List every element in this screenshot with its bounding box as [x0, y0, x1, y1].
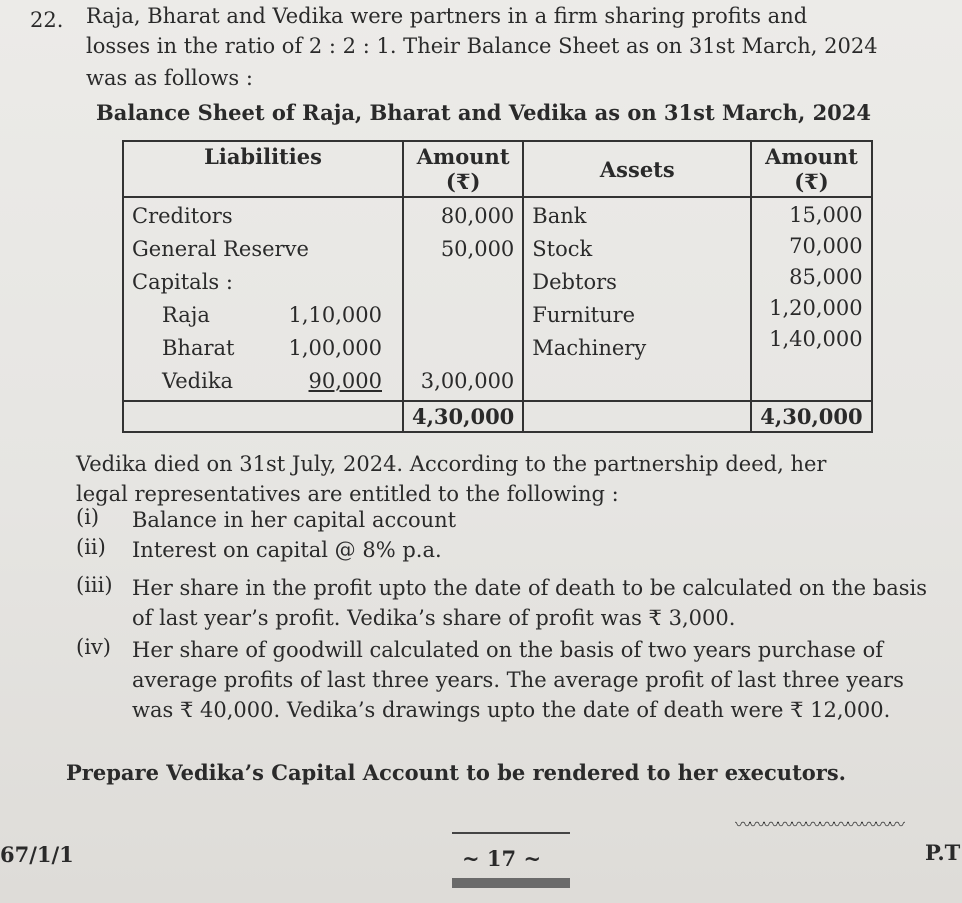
- liabilities-cell: [123, 197, 403, 401]
- capital-row-bharat: Bharat 1,00,000: [162, 336, 382, 360]
- decorative-wavy-line: 〰〰〰〰〰〰〰〰〰〰〰〰: [735, 815, 904, 834]
- capital-row-raja: Raja 1,10,000: [162, 303, 382, 327]
- table-body-row: [123, 197, 872, 401]
- paper-code: 67/1/1: [0, 842, 74, 867]
- capital-row-vedika: Vedika 90,000: [162, 369, 382, 393]
- header-assets: Assets: [523, 141, 751, 197]
- amount-debtors: 85,000: [789, 265, 863, 289]
- liabilities-amount-cell: [403, 197, 523, 401]
- asset-machinery: Machinery: [532, 336, 647, 360]
- exam-page: 22. Raja, Bharat and Vedika were partners in a firm sharing profits and losses in the ratio of 2 : 2 : 1. Their Balance Sheet as on 31st March, 2024 was as follows : Balance Sheet of Raja, Bharat and Vedika as on 31st March, 2024 Liabilities Amount (₹) Assets Amount (₹) Creditors General Reserve Capitals : Raja 1,10,000 Bharat 1,00,000 Vedika 90,000 80,000 50,000 3,00,000 Bank Stock Debtors Furniture Machinery 15,000 70,000 85,000 1,20,000 1,40,000 4,30,000 4,30,000 Vedika died on 31st July, 2024. According to the partnership deed, her legal representatives are entitled to the following : (i) Balance in her capital account (ii) Interest on capital @ 8% p.a. (iii) Her share in the profit upto the date of death to be calculated on the basis of last year’s profit. Vedika’s share of profit was ₹ 3,000. (iv) Her share of goodwill calculated on the basis of two years purchase of average profits of last three years. The average profit of last three years was ₹ 40,000. Vedika’s drawings upto the date of death were ₹ 12,000. Prepare Vedika’s Capital Account to be rendered to her executors. 〰〰〰〰〰〰〰〰〰〰〰〰 67/1/1 ~ 17 ~ P.T: [0, 0, 962, 903]
- header-amount-left: Amount (₹): [403, 141, 523, 197]
- liability-creditors: Creditors: [132, 204, 233, 228]
- amount-furniture: 1,20,000: [769, 296, 863, 320]
- amount-stock: 70,000: [789, 234, 863, 258]
- question-number: 22.: [30, 8, 64, 32]
- table-total-row: [123, 401, 872, 432]
- asset-debtors: Debtors: [532, 270, 617, 294]
- footer-rule: [452, 832, 570, 834]
- intro-line-2: losses in the ratio of 2 : 2 : 1. Their Balance Sheet as on 31st March, 2024: [86, 34, 878, 58]
- assets-cell: [523, 197, 751, 401]
- table-title: Balance Sheet of Raja, Bharat and Vedika as on 31st March, 2024: [96, 100, 872, 125]
- amount-general-reserve: 50,000: [440, 237, 515, 261]
- assets-amount-cell: [751, 197, 871, 401]
- footer-bar: [452, 878, 570, 888]
- total-right: 4,30,000: [751, 401, 871, 432]
- capitals-label: Capitals :: [132, 270, 233, 294]
- instruction-line: Prepare Vedika’s Capital Account to be rendered to her executors.: [66, 760, 846, 785]
- amount-bank: 15,000: [789, 203, 863, 227]
- header-liabilities: Liabilities: [123, 141, 403, 197]
- amount-capitals-total: 3,00,000: [420, 369, 515, 393]
- amount-machinery: 1,40,000: [769, 327, 863, 351]
- body-line-1: Vedika died on 31st July, 2024. According to the partnership deed, her: [76, 452, 827, 476]
- body-line-2: legal representatives are entitled to the following :: [76, 482, 619, 506]
- asset-bank: Bank: [532, 204, 587, 228]
- asset-furniture: Furniture: [532, 303, 636, 327]
- page-number: ~ 17 ~: [462, 846, 542, 871]
- pto-label: P.T: [925, 840, 961, 865]
- liability-general-reserve: General Reserve: [132, 237, 309, 261]
- total-left: 4,30,000: [403, 401, 523, 432]
- amount-creditors: 80,000: [440, 204, 515, 228]
- asset-stock: Stock: [532, 237, 593, 261]
- intro-line-1: Raja, Bharat and Vedika were partners in a firm sharing profits and: [86, 4, 808, 28]
- intro-line-3: was as follows :: [86, 66, 253, 90]
- header-amount-right: Amount (₹): [751, 141, 871, 197]
- table-header-row: [123, 141, 872, 197]
- balance-sheet-table: [122, 140, 873, 433]
